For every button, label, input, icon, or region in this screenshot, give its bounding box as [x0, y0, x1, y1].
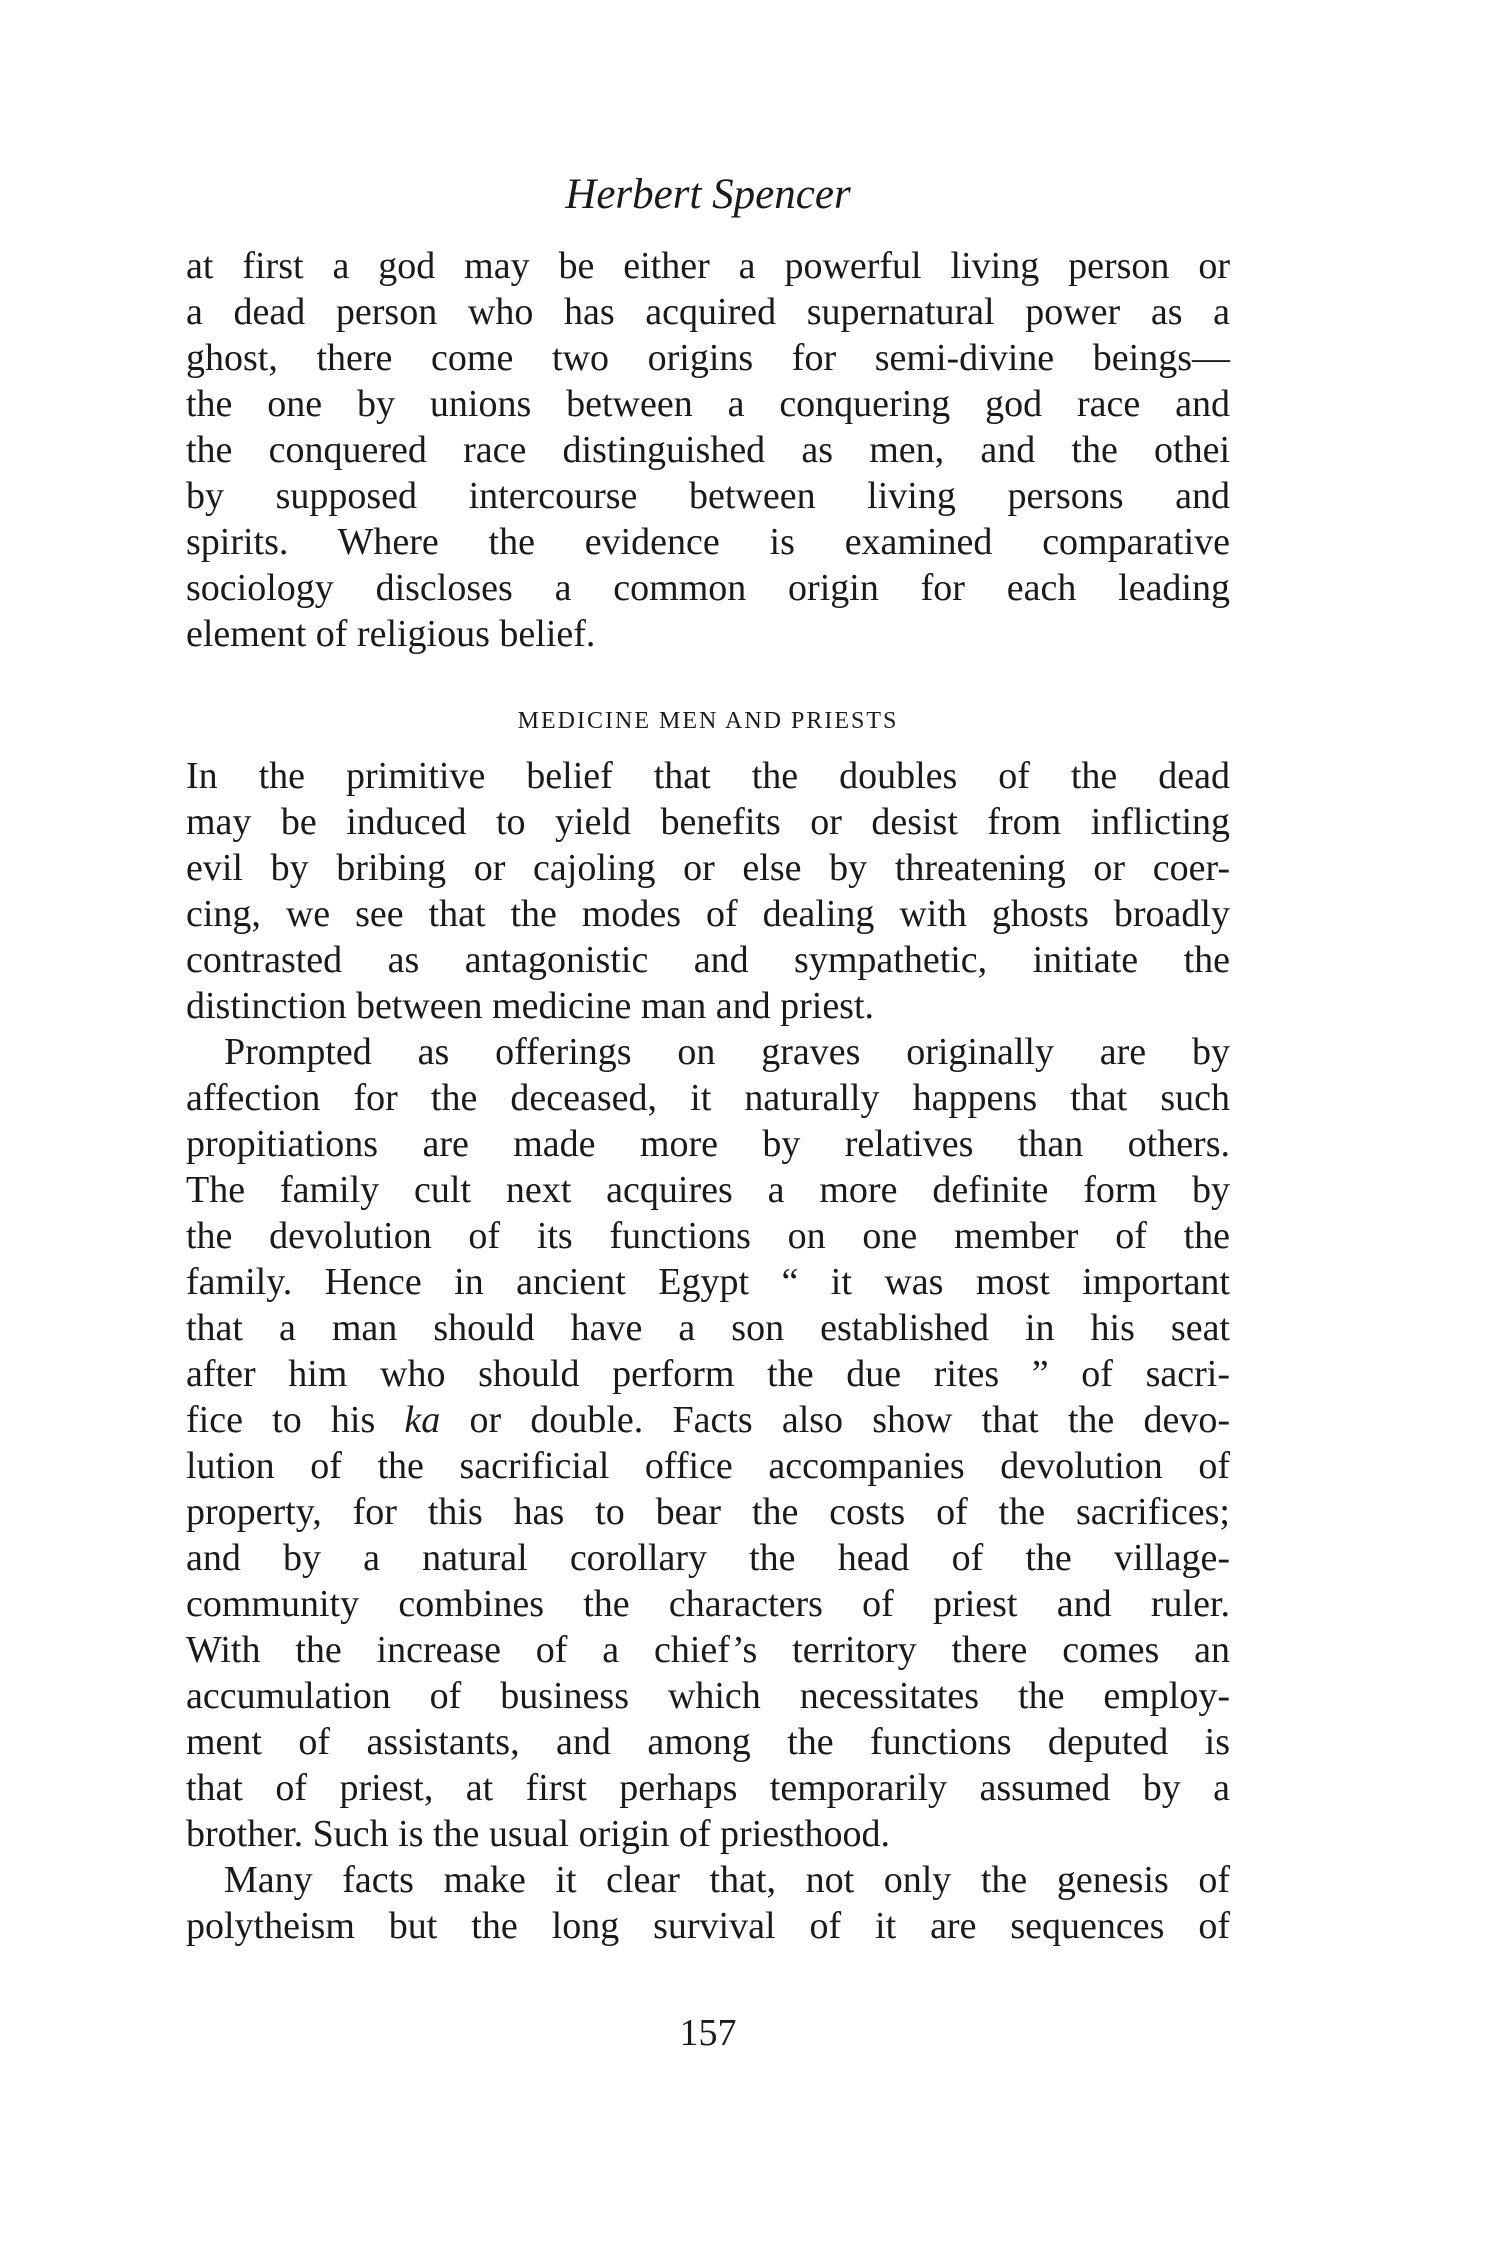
text-segment: fice to his — [186, 1399, 405, 1441]
text-line: brother. Such is the usual origin of priesthood. — [186, 1813, 890, 1855]
text-line: ment of assistants, and among the functions deputed is — [186, 1721, 1230, 1763]
text-line: a dead person who has acquired supernatural power as a — [186, 291, 1230, 333]
text-line: by supposed intercourse between living persons and — [186, 475, 1230, 517]
paragraph-primitive-belief — [186, 753, 1230, 1029]
text-line-with-italic — [186, 1397, 1230, 1443]
text-line: propitiations are made more by relatives than others. — [186, 1123, 1230, 1165]
text-line: distinction between medicine man and priest. — [186, 985, 875, 1027]
text-line: contrasted as antagonistic and sympathetic, initiate the — [186, 939, 1230, 981]
text-line: sociology discloses a common origin for each leading — [186, 567, 1230, 609]
text-line: evil by bribing or cajoling or else by threatening or coer- — [186, 847, 1230, 889]
text-line: Prompted as offerings on graves originally are by — [224, 1031, 1230, 1073]
paragraph-offerings — [186, 1029, 1230, 1857]
text-line: polytheism but the long survival of it are sequences of — [186, 1905, 1230, 1947]
text-line: and by a natural corollary the head of the village- — [186, 1537, 1230, 1579]
text-line: Many facts make it clear that, not only the genesis of — [224, 1859, 1230, 1901]
text-line: accumulation of business which necessitates the employ- — [186, 1675, 1230, 1717]
page-number: 157 — [679, 2012, 737, 2054]
text-line: In the primitive belief that the doubles of the dead — [186, 755, 1230, 797]
text-line: that a man should have a son established in his seat — [186, 1307, 1230, 1349]
continuation-paragraph — [186, 243, 1230, 657]
text-line: that of priest, at first perhaps temporarily assumed by a — [186, 1767, 1230, 1809]
text-segment: or double. Facts also show that the devo- — [440, 1399, 1230, 1441]
text-line: The family cult next acquires a more definite form by — [186, 1169, 1230, 1211]
text-line: the one by unions between a conquering god race and — [186, 383, 1230, 425]
text-line: lution of the sacrificial office accompanies devolution of — [186, 1445, 1230, 1487]
text-line: cing, we see that the modes of dealing with ghosts broadly — [186, 893, 1230, 935]
body-text — [186, 243, 1230, 1949]
text-line: affection for the deceased, it naturally happens that such — [186, 1077, 1230, 1119]
running-head: Herbert Spencer — [565, 171, 851, 218]
text-line: spirits. Where the evidence is examined comparative — [186, 521, 1230, 563]
text-line: With the increase of a chief’s territory there comes an — [186, 1629, 1230, 1671]
text-line: at first a god may be either a powerful living person or — [186, 245, 1230, 287]
text-line: the conquered race distinguished as men, and the othei — [186, 429, 1230, 471]
text-line: community combines the characters of priest and ruler. — [186, 1583, 1230, 1625]
section-heading: MEDICINE MEN AND PRIESTS — [517, 708, 899, 734]
text-line: the devolution of its functions on one member of the — [186, 1215, 1230, 1257]
text-line: ghost, there come two origins for semi-divine beings— — [186, 337, 1230, 379]
text-line: element of religious belief. — [186, 613, 596, 655]
text-line: after him who should perform the due rites ” of sacri- — [186, 1353, 1230, 1395]
text-line: may be induced to yield benefits or desist from inflicting — [186, 801, 1230, 843]
text-line: family. Hence in ancient Egypt “ it was most important — [186, 1261, 1230, 1303]
text-line: property, for this has to bear the costs of the sacrifices; — [186, 1491, 1230, 1533]
paragraph-polytheism — [186, 1857, 1230, 1949]
italic-term-ka: ka — [404, 1399, 441, 1441]
